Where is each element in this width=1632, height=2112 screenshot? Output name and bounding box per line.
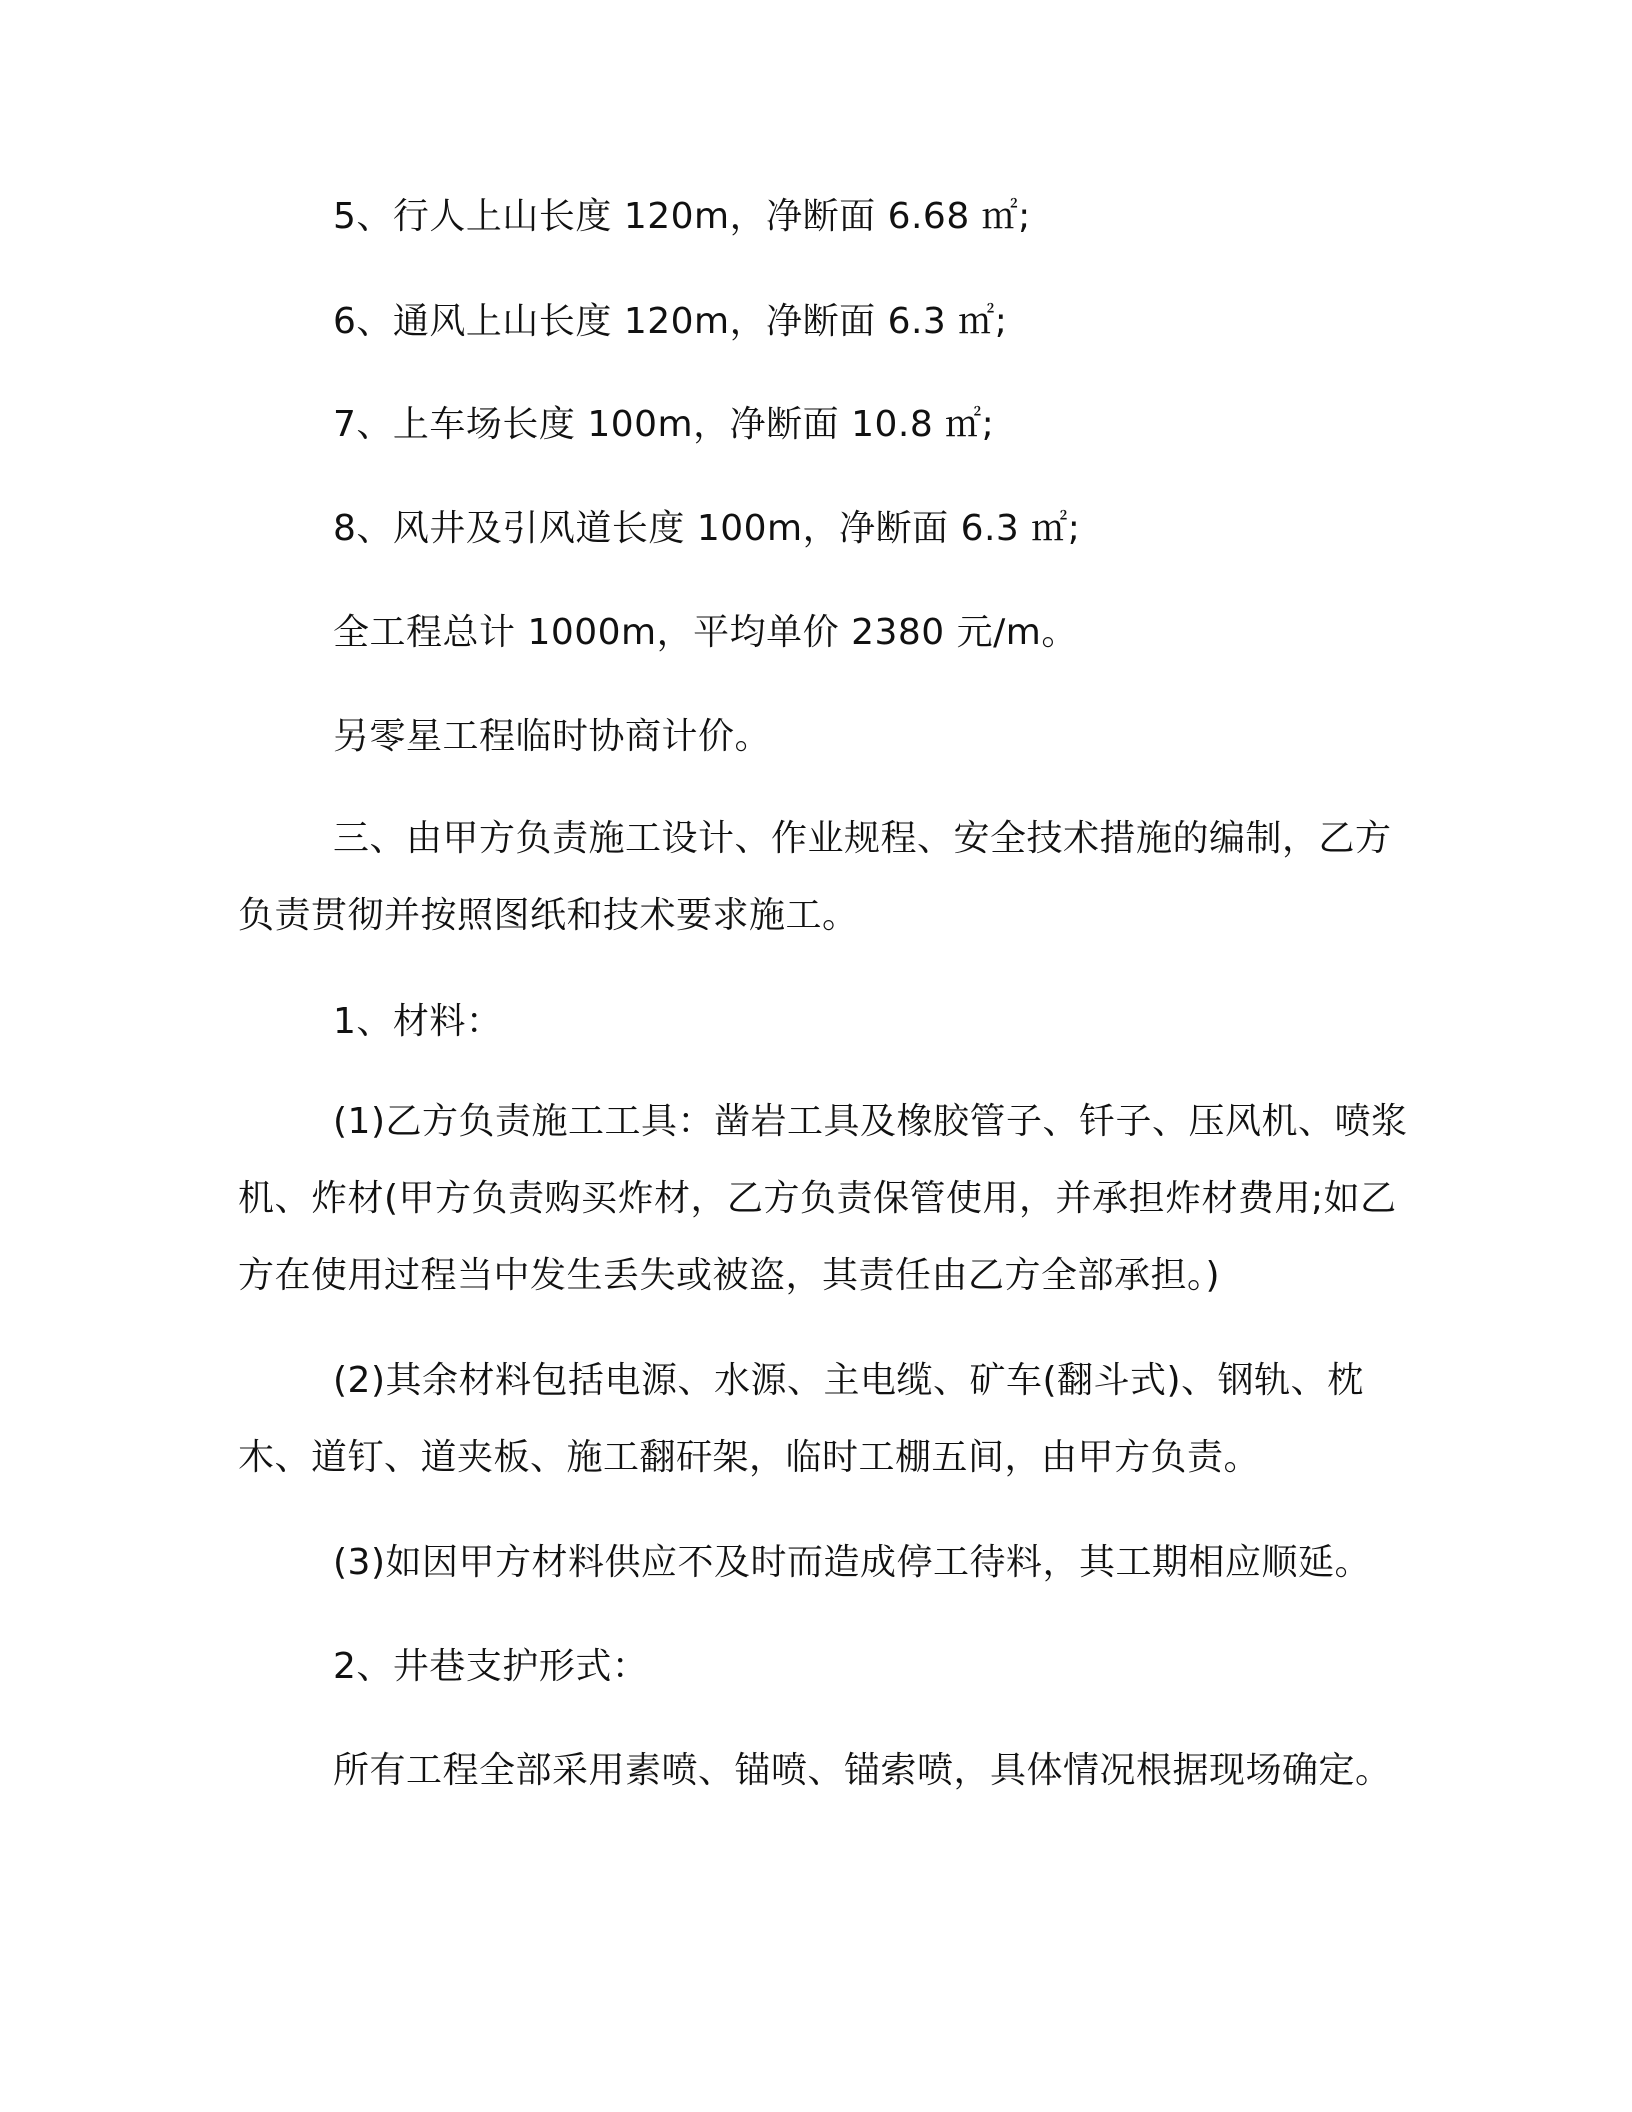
support-paragraph: 所有工程全部采用素喷、锚喷、锚索喷，具体情况根据现场确定。 — [333, 1750, 1392, 1791]
materials-item-2-paragraph: (2)其余材料包括电源、水源、主电缆、矿车(翻斗式)、钢轨、枕木、道钉、道夹板、施工翻矸架，临时工棚五间，由甲方负责。 — [238, 1360, 1364, 1478]
item-5-line: 5、行人上山长度 120m，净断面 6.68 ㎡; — [333, 196, 1031, 237]
materials-heading: 1、材料： — [333, 1001, 503, 1042]
item-8-line: 8、风井及引风道长度 100m，净断面 6.3 ㎡; — [333, 508, 1081, 549]
materials-item-3-paragraph: (3)如因甲方材料供应不及时而造成停工待料，其工期相应顺延。 — [333, 1542, 1371, 1583]
item-6-line: 6、通风上山长度 120m，净断面 6.3 ㎡; — [333, 301, 1008, 342]
support-heading: 2、井巷支护形式： — [333, 1646, 649, 1687]
materials-item-1-paragraph: (1)乙方负责施工工具：凿岩工具及橡胶管子、钎子、压风机、喷浆机、炸材(甲方负责购买炸材，乙方负责保管使用，并承担炸材费用;如乙方在使用过程当中发生丢失或被盗，其责任由乙方全部承担。) — [238, 1101, 1408, 1296]
misc-pricing-line: 另零星工程临时协商计价。 — [333, 716, 772, 757]
item-7-line: 7、上车场长度 100m，净断面 10.8 ㎡; — [333, 404, 995, 445]
section-three-paragraph: 三、由甲方负责施工设计、作业规程、安全技术措施的编制，乙方负责贯彻并按照图纸和技术要求施工。 — [238, 818, 1392, 936]
total-line: 全工程总计 1000m，平均单价 2380 元/m。 — [333, 612, 1078, 653]
